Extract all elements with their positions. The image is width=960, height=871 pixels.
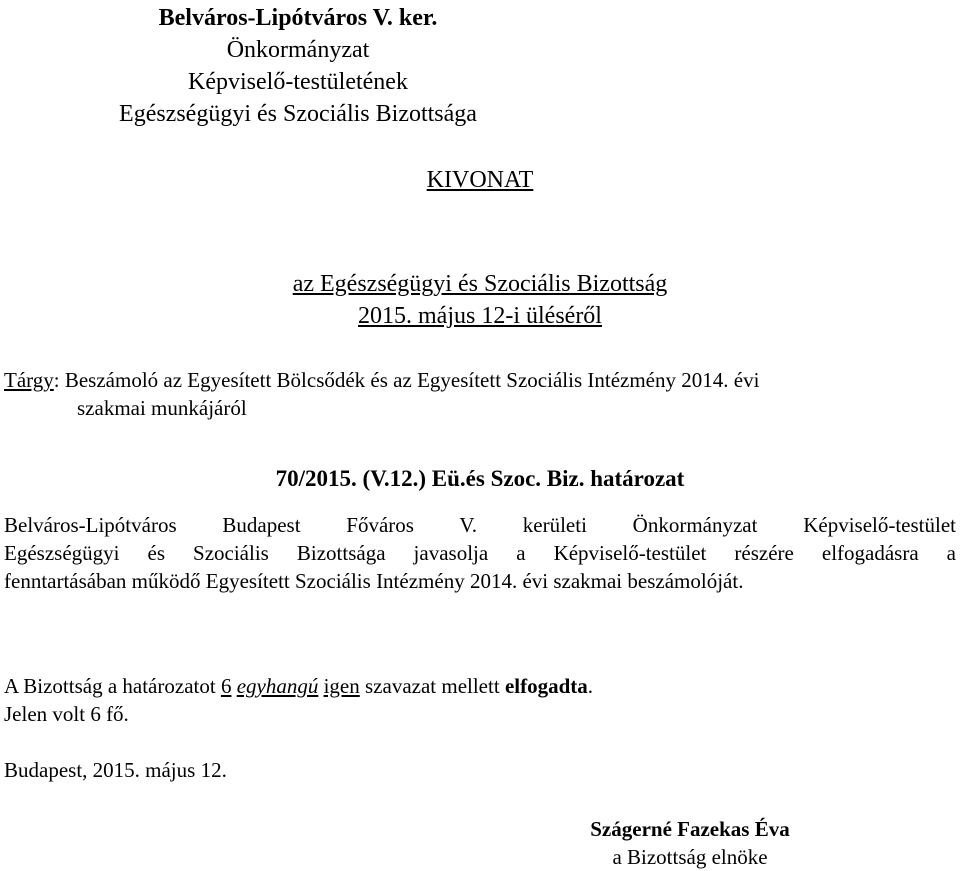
organization-header <box>38 2 558 130</box>
vote-end: . <box>587 674 594 698</box>
header-line-district: Belváros-Lipótváros V. ker. <box>158 5 438 31</box>
vote-block <box>4 672 956 728</box>
vote-count: 6 <box>220 674 232 698</box>
resolution-text <box>4 511 956 595</box>
vote-middle: szavazat mellett <box>359 674 505 698</box>
signature-block <box>560 815 820 871</box>
subject-text-line1: : Beszámoló az Egyesített Bölcsődék és az Egyesített Szociális Intézmény 2014. évi <box>53 368 760 392</box>
signatory-title: a Bizottság elnöke <box>612 845 768 869</box>
subject-label: Tárgy <box>4 368 54 392</box>
vote-prefix: A Bizottság a határozatot <box>4 674 221 698</box>
header-line-municipality: Önkormányzat <box>226 37 370 63</box>
subject-text-line2: szakmai munkájáról <box>77 396 247 420</box>
attendance-line: Jelen volt 6 fő. <box>4 702 129 726</box>
header-line-council: Képviselő-testületének <box>188 69 408 95</box>
document-type-label: KIVONAT <box>426 167 534 193</box>
header-line-committee: Egészségügyi és Szociális Bizottsága <box>119 101 477 127</box>
vote-result: elfogadta <box>504 674 588 698</box>
subject-block <box>4 366 956 422</box>
vote-yes: igen <box>323 674 360 698</box>
signatory-name: Szágerné Fazekas Éva <box>590 817 790 841</box>
resolution-text-line1: Belváros-Lipótváros Budapest Főváros V. kerületi Önkormányzat Képviselő-testület <box>4 513 956 537</box>
resolution-text-line3: fenntartásában működő Egyesített Szociális Intézmény 2014. évi szakmai beszámolóját. <box>4 569 744 593</box>
vote-result-line <box>4 672 956 700</box>
meeting-line-date: 2015. május 12-i üléséről <box>358 303 602 329</box>
place-date: Budapest, 2015. május 12. <box>4 758 227 782</box>
vote-unanimous: egyhangú <box>236 674 319 698</box>
meeting-heading <box>0 268 960 332</box>
meeting-line-committee: az Egészségügyi és Szociális Bizottság <box>292 271 668 297</box>
document-type-heading <box>0 164 960 196</box>
resolution-number: 70/2015. (V.12.) Eü.és Szoc. Biz. határozat <box>275 466 685 491</box>
resolution-text-line2: Egészségügyi és Szociális Bizottsága javasolja a Képviselő-testület részére elfogadásra a <box>4 541 956 565</box>
